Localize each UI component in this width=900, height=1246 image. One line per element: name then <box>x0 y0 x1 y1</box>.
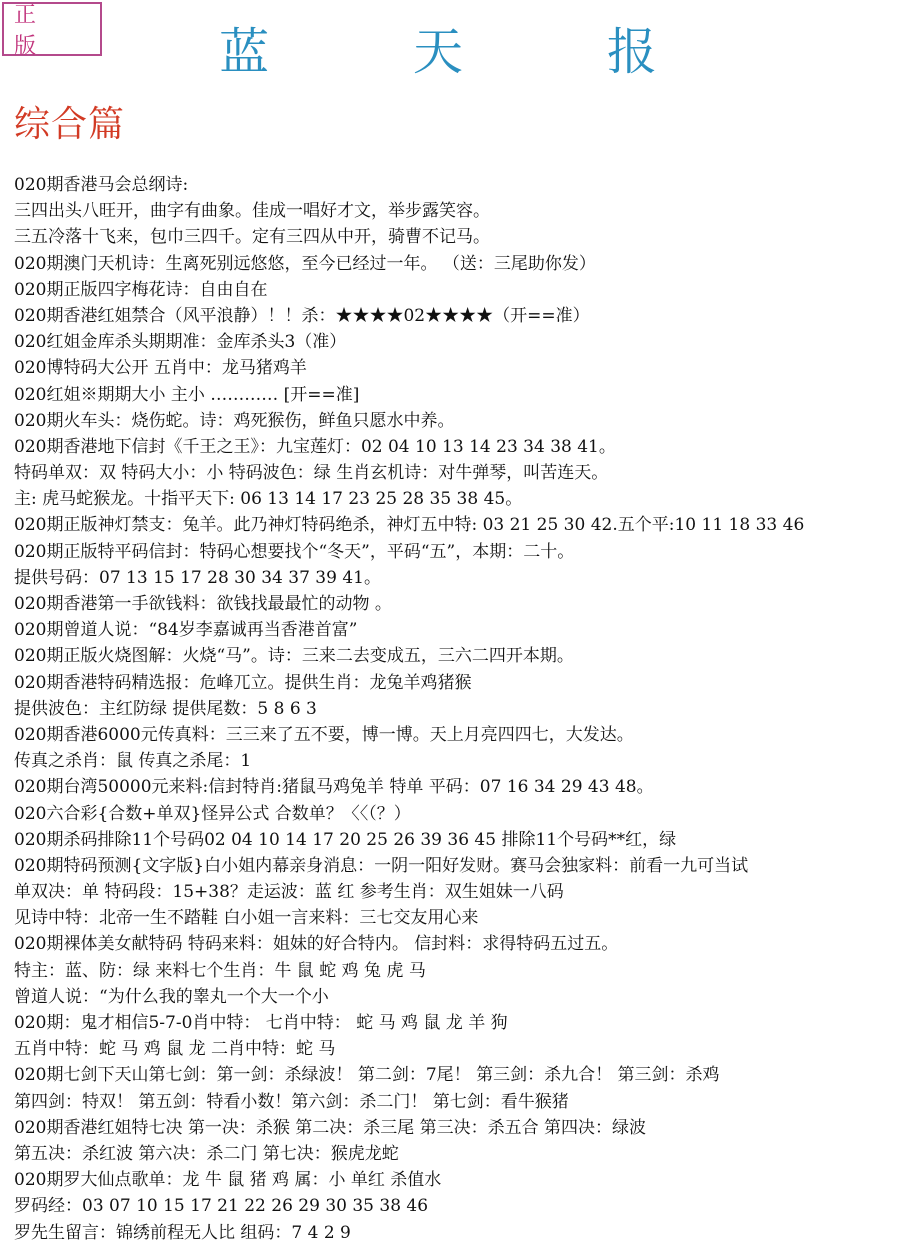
text-line: 主: 虎马蛇猴龙。十指平天下: 06 13 14 17 23 25 28 35 38 45。 <box>14 489 523 510</box>
section-title: 综合篇 <box>14 104 126 145</box>
text-line: 五肖中特：蛇 马 鸡 鼠 龙 二肖中特：蛇 马 <box>14 1039 336 1060</box>
text-line: 提供波色：主红防绿 提供尾数：5 8 6 3 <box>14 698 317 719</box>
text-line: 第四剑：特双！ 第五剑：特看小数！第六剑：杀二门！ 第七剑：看牛猴猪 <box>14 1091 569 1112</box>
text-line: 见诗中特：北帝一生不踏鞋 白小姐一言来料：三七交友用心来 <box>14 908 479 929</box>
text-line: 特主：蓝、防：绿 来料七个生肖：牛 鼠 蛇 鸡 兔 虎 马 <box>14 960 426 981</box>
text-line: 020期特码预测{文字版}白小姐内幕亲身消息：一阴一阳好发财。赛马会独家料：前看一九可当试 <box>14 855 749 876</box>
text-line: 三五冷落十飞来，包巾三四千。定有三四从中开，骑曹不记马。 <box>14 227 490 248</box>
text-line: 三四出头八旺开，曲字有曲象。佳成一唱好才文，举步露笑容。 <box>14 201 490 222</box>
content-lines <box>14 172 900 1246</box>
text-line: 提供号码：07 13 15 17 28 30 34 37 39 41。 <box>14 567 381 588</box>
text-line: 020期火车头：烧伤蛇。诗：鸡死猴伤，鲜鱼只愿水中养。 <box>14 410 455 431</box>
text-line: 020期香港特码精选报：危峰兀立。提供生肖：龙兔羊鸡猪猴 <box>14 672 472 693</box>
text-line: 020期正版火烧图解：火烧“马”。诗：三来二去变成五，三六二四开本期。 <box>14 646 574 667</box>
text-line: 罗先生留言：锦绣前程无人比 组码：7 4 2 9 <box>14 1222 351 1243</box>
text-line: 020红姐金库杀头期期准：金库杀头3（准） <box>14 332 347 353</box>
text-line: 020期罗大仙点歌单：龙 牛 鼠 猪 鸡 属：小 单红 杀值水 <box>14 1170 442 1191</box>
text-line: 罗码经：03 07 10 15 17 21 22 26 29 30 35 38 46 <box>14 1196 429 1217</box>
text-line: 020期正版特平码信封：特码心想要找个“冬天”，平码“五”，本期：二十。 <box>14 541 575 562</box>
text-line: 020期七剑下天山第七剑：第一剑：杀绿波！ 第二剑：7尾！ 第三剑：杀九合！ 第三剑：杀鸡 <box>14 1065 720 1086</box>
text-line: 020期裸体美女献特码 特码来料：姐妹的好合特内。 信封料：求得特码五过五。 <box>14 934 619 955</box>
text-line: 020期：鬼才相信5-7-0肖中特： 七肖中特： 蛇 马 鸡 鼠 龙 羊 狗 <box>14 1013 508 1033</box>
text-line: 020期香港红姐禁合（风平浪静）！！杀：★★★★02★★★★（开==准） <box>14 305 590 326</box>
text-line: 020期香港第一手欲钱料：欲钱找最最忙的动物 。 <box>14 594 392 614</box>
masthead-title: 蓝 天 报 <box>219 23 721 81</box>
text-line: 020期香港红姐特七决 第一决：杀猴 第二决：杀三尾 第三决：杀五合 第四决：绿波 <box>14 1117 647 1138</box>
text-line: 曾道人说：“为什么我的睾丸一个大一个小 <box>14 986 329 1007</box>
text-line: 020博特码大公开 五肖中：龙马猪鸡羊 <box>14 358 307 379</box>
text-line: 020期香港地下信封《千王之王》：九宝莲灯：02 04 10 13 14 23 34 38 41。 <box>14 436 616 457</box>
text-line: 单双决：单 特码段：15+38？走运波：蓝 红 参考生肖：双生姐妹一八码 <box>14 882 564 903</box>
text-line: 020期台湾50000元来料:信封特肖:猪鼠马鸡兔羊 特单 平码：07 16 34 29 43 48。 <box>14 777 654 798</box>
edition-badge: 正 版 <box>2 2 102 56</box>
text-line: 第五决：杀红波 第六决：杀二门 第七决：猴虎龙蛇 <box>14 1143 399 1164</box>
text-line: 020红姐※期期大小 主小 ………… [开==准] <box>14 384 360 405</box>
text-line: 020期正版四字梅花诗：自由自在 <box>14 279 268 300</box>
text-line: 020期香港6000元传真料：三三来了五不要，博一博。天上月亮四四七，大发达。 <box>14 724 634 745</box>
text-line: 020期澳门天机诗：生离死别远悠悠，至今已经过一年。 （送：三尾助你发） <box>14 253 596 274</box>
text-line: 020期杀码排除11个号码02 04 10 14 17 20 25 26 39 36 45 排除11个号码**红，绿 <box>14 829 677 850</box>
text-line: 特码单双：双 特码大小：小 特码波色：绿 生肖玄机诗：对牛弹琴，叫苦连天。 <box>14 463 609 484</box>
text-line: 020期香港马会总纲诗: <box>14 175 189 195</box>
text-line: 020期曾道人说：“84岁李嘉诚再当香港首富” <box>14 620 358 641</box>
text-line: 020六合彩{合数+单双}怪异公式 合数单？〈〈（？） <box>14 803 411 824</box>
text-line: 传真之杀肖：鼠 传真之杀尾：1 <box>14 751 252 772</box>
text-line: 020期正版神灯禁支：兔羊。此乃神灯特码绝杀，神灯五中特: 03 21 25 30 42.五个平:10 11 18 33 46 <box>14 515 805 536</box>
